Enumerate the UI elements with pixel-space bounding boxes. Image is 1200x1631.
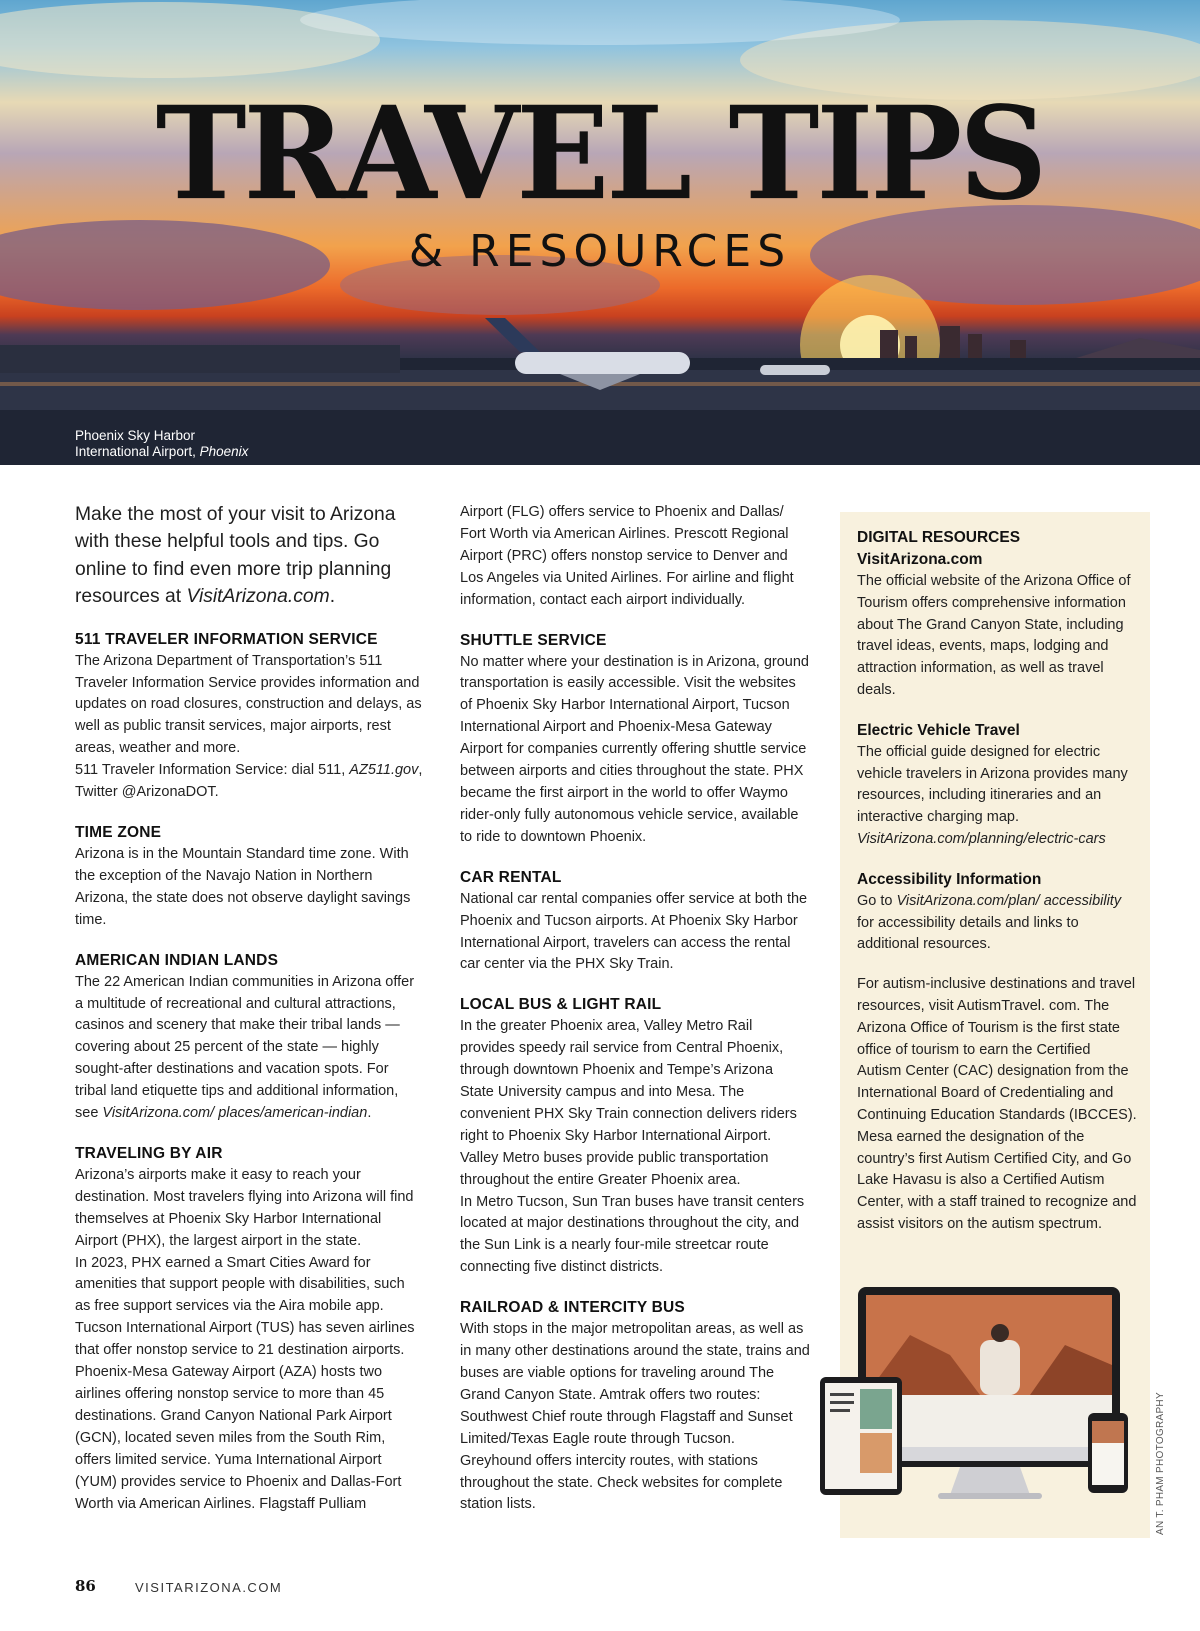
accessibility-body bbox=[857, 891, 1137, 956]
section-511-body bbox=[75, 651, 423, 804]
intro-end: . bbox=[329, 586, 336, 608]
hero-photo bbox=[0, 0, 1200, 465]
section-bus-rail-text1: In the greater Phoenix area, Valley Metro Rail provides speedy rail service from Central Phoenix, through downtown Phoenix and Tempe’s Arizona State University campus and into Mesa. The convenient PHX Sky Train connection delivers riders right to Phoenix Sky Harbor International Airport. Valley Metro buses provide public transportation throughout the entire Greater Phoenix area. bbox=[460, 1018, 797, 1188]
section-indian-lands-body bbox=[75, 972, 423, 1125]
section-air bbox=[75, 1143, 423, 1516]
photo-credit: AN T. PHAM PHOTOGRAPHY bbox=[1155, 1392, 1166, 1535]
intro-paragraph bbox=[75, 501, 423, 611]
section-511-heading: 511 TRAVELER INFORMATION SERVICE bbox=[75, 630, 378, 648]
accessibility-link[interactable]: VisitArizona.com/plan/ accessibility bbox=[896, 892, 1122, 909]
ev-travel-title: Electric Vehicle Travel bbox=[857, 721, 1020, 739]
section-air-text2: In 2023, PHX earned a Smart Cities Award for amenities that support people with disabilities, such as free support services via the Aira mobile app. Tucson International Airport (TUS) has seven airlines that offer nonstop service to 21 destination airports. Phoenix-Mesa Gateway Airport (AZA) hosts two airlines offering nonstop service to more than 45 destinations. Grand Canyon National Park Airport (GCN), located seven miles from the South Rim, offers limited service. Yuma International Airport (YUM) provides service to Phoenix and Dallas-Fort Worth via American Airlines. Flagstaff Pulliam bbox=[75, 1254, 415, 1512]
visitarizona-body: The official website of the Arizona Office of Tourism offers comprehensive information about The Grand Canyon State, including travel ideas, events, maps, lodging and attraction information, as well as travel deals. bbox=[857, 573, 1131, 698]
section-railroad-heading: RAILROAD & INTERCITY BUS bbox=[460, 1299, 685, 1317]
section-shuttle-body: No matter where your destination is in Arizona, ground transportation is easily accessible. Visit the websites of Phoenix Sky Harbor International Airport, Tucson International Airport and Phoenix-Mesa Gateway Airport for companies currently offering shuttle service between airports and cities throughout the state. PHX became the first airport in the world to offer Waymo rider-only fully autonomous vehicle service, available to ride to downtown Phoenix. bbox=[460, 653, 809, 845]
section-air-body bbox=[75, 1165, 423, 1516]
footer-site-name[interactable]: VISITARIZONA.COM bbox=[135, 1580, 283, 1595]
ev-travel-text: The official guide designed for electric vehicle travelers in Arizona provides many resources, including itineraries and an interactive charging map. bbox=[857, 743, 1128, 826]
section-car-rental-body: National car rental companies offer service at both the Phoenix and Tucson airports. At Phoenix Sky Harbor International Airport, travelers can access the rental car center via the PHX Sky Train. bbox=[460, 890, 808, 973]
section-bus-rail bbox=[460, 994, 810, 1279]
intro-link[interactable]: VisitArizona.com bbox=[186, 586, 330, 608]
section-time-zone-heading: TIME ZONE bbox=[75, 823, 162, 841]
caption-city: Phoenix bbox=[199, 444, 249, 459]
section-air-continued: Airport (FLG) offers service to Phoenix and Dallas/ Fort Worth via American Airlines. Prescott Regional Airport (PRC) offers nonstop service to Denver and Los Angeles via United Airlines. For airline and flight information, contact each airport individually. bbox=[460, 504, 794, 608]
section-railroad bbox=[460, 1297, 810, 1516]
section-shuttle bbox=[460, 630, 810, 849]
caption-line1: Phoenix Sky Harbor bbox=[75, 428, 196, 443]
column-middle bbox=[460, 502, 810, 1534]
section-air-text1: Arizona’s airports make it easy to reach your destination. Most travelers flying into Arizona will find themselves at Phoenix Sky Harbor International Airport (PHX), the largest airport in the state. bbox=[75, 1166, 414, 1249]
page-subtitle: & RESOURCES bbox=[408, 226, 792, 277]
section-air-heading: TRAVELING BY AIR bbox=[75, 1144, 223, 1162]
section-indian-lands bbox=[75, 950, 423, 1125]
section-shuttle-heading: SHUTTLE SERVICE bbox=[460, 631, 607, 649]
section-indian-lands-text: The 22 American Indian communities in Arizona offer a multitude of recreational and cultural attractions, casinos and scenery that make their tribal lands — covering about 25 percent of the state — highly sought-after destinations and vacation spots. For tribal land etiquette tips and additional information, see bbox=[75, 973, 415, 1122]
section-bus-rail-text2: In Metro Tucson, Sun Tran buses have transit centers located at major destinations throughout the city, and the Sun Link is a nearly four-mile streetcar route connecting five distinct districts. bbox=[460, 1193, 805, 1276]
page-title: TRAVEL TIPS bbox=[155, 77, 1045, 229]
section-car-rental-heading: CAR RENTAL bbox=[460, 868, 562, 886]
section-bus-rail-heading: LOCAL BUS & LIGHT RAIL bbox=[460, 996, 662, 1014]
section-511-twitter: , Twitter @ArizonaDOT. bbox=[75, 762, 423, 801]
section-indian-lands-end: . bbox=[367, 1105, 372, 1122]
page-number: 86 bbox=[75, 1577, 96, 1595]
column-left bbox=[75, 501, 423, 1533]
section-indian-lands-heading: AMERICAN INDIAN LANDS bbox=[75, 951, 279, 969]
section-511 bbox=[75, 629, 423, 804]
electric-cars-link[interactable]: VisitArizona.com/planning/electric-cars bbox=[857, 830, 1106, 847]
sidebar-content bbox=[857, 527, 1137, 1254]
caption-line2 bbox=[75, 444, 248, 460]
visitarizona-title[interactable]: VisitArizona.com bbox=[857, 551, 983, 568]
intro-text: Make the most of your visit to Arizona with these helpful tools and tips. Go online to find even more trip planning resources at bbox=[75, 504, 396, 608]
az511-link[interactable]: AZ511.gov bbox=[349, 762, 419, 779]
sidebar-heading: DIGITAL RESOURCES bbox=[857, 529, 1021, 546]
caption-place: International Airport, bbox=[75, 444, 200, 459]
american-indian-link[interactable]: VisitArizona.com/ places/american-indian bbox=[102, 1105, 368, 1122]
accessibility-text-b: for accessibility details and links to additional resources. bbox=[857, 914, 1079, 953]
ev-travel-body bbox=[857, 742, 1137, 851]
devices-illustration bbox=[820, 1285, 1130, 1520]
section-511-contact: 511 Traveler Information Service: dial 511, bbox=[75, 762, 350, 779]
accessibility-text-a: Go to bbox=[857, 892, 897, 909]
section-time-zone-body: Arizona is in the Mountain Standard time zone. With the exception of the Navajo Nation in Northern Arizona, the state does not observe daylight savings time. bbox=[75, 845, 411, 928]
section-time-zone bbox=[75, 822, 423, 932]
section-car-rental bbox=[460, 867, 810, 977]
autism-travel-body: For autism-inclusive destinations and travel resources, visit AutismTravel. com. The Arizona Office of Tourism is the first state office of tourism to earn the Certified Autism Center (CAC) designation from the International Board of Credentialing and Continuing Education Standards (IBCCES). Mesa earned the designation of the country’s first Autism Certified City, and Go Lake Havasu is also a Certified Autism Center, with a staff trained to recognize and assist visitors on the autism spectrum. bbox=[857, 976, 1137, 1232]
section-bus-rail-body bbox=[460, 1016, 810, 1279]
section-511-text: The Arizona Department of Transportation’s 511 Traveler Information Service provides information and updates on road closures, construction and delays, as well as public transit services, major airports, rest areas, weather and more. bbox=[75, 652, 422, 757]
accessibility-title: Accessibility Information bbox=[857, 870, 1042, 888]
section-railroad-body: With stops in the major metropolitan areas, as well as in many other destinations around the state, trains and buses are viable options for traveling around The Grand Canyon State. Amtrak offers two routes: Southwest Chief route through Flagstaff and Sunset Limited/Texas Eagle route through Tucson. Greyhound offers intercity routes, with stations throughout the state. Check websites for complete station lists. bbox=[460, 1321, 810, 1513]
photo-caption bbox=[75, 428, 248, 460]
